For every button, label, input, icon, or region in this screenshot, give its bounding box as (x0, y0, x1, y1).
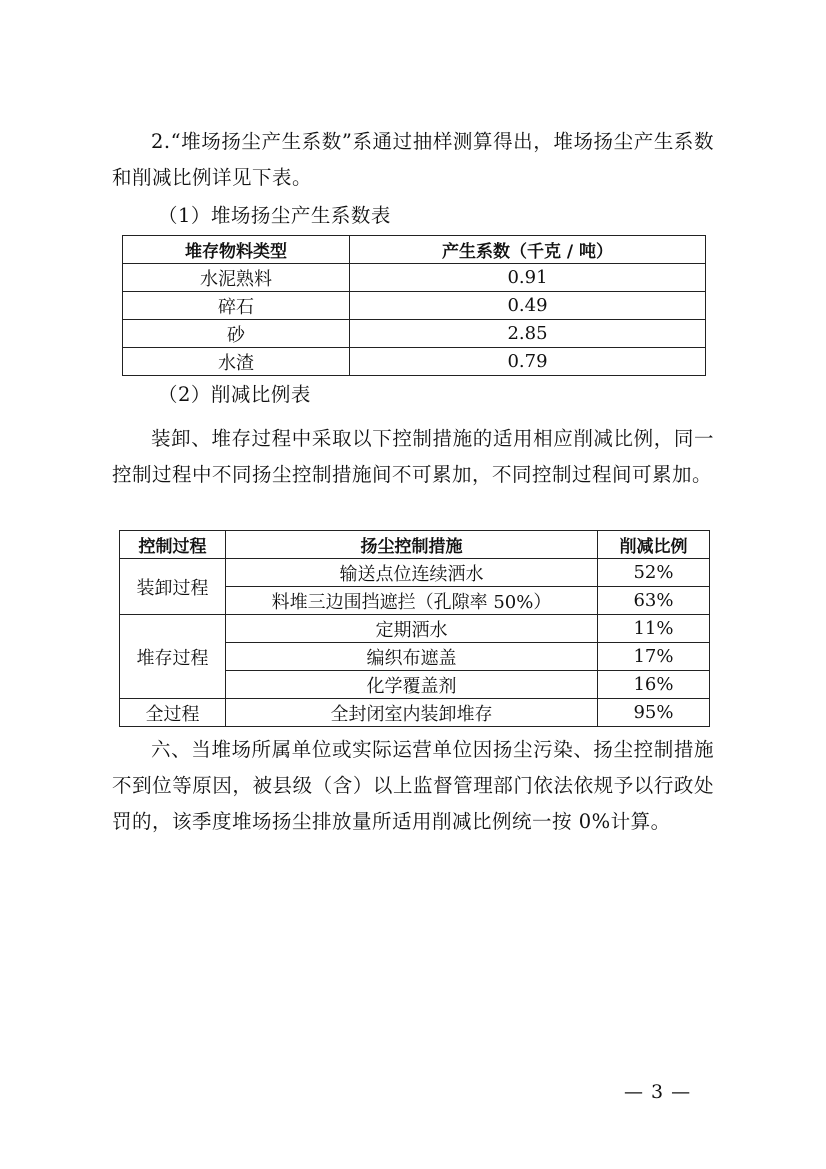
table-row (123, 264, 706, 292)
cell-measure: 定期洒水 (226, 615, 598, 643)
table-row (123, 320, 706, 348)
header-material-type: 堆存物料类型 (123, 236, 350, 264)
header-control-measure: 扬尘控制措施 (226, 531, 598, 559)
table-row (120, 559, 710, 587)
cell-ratio: 16% (598, 671, 710, 699)
cell-process-full: 全过程 (120, 699, 226, 727)
cell-material: 水泥熟料 (123, 264, 350, 292)
cell-measure: 编织布遮盖 (226, 643, 598, 671)
page-number: — 3 — (624, 1081, 692, 1103)
header-coefficient: 产生系数（千克 / 吨） (350, 236, 706, 264)
table-header-row (120, 531, 710, 559)
cell-material: 碎石 (123, 292, 350, 320)
cell-measure: 化学覆盖剂 (226, 671, 598, 699)
cell-coefficient: 0.79 (350, 348, 706, 376)
table-row (123, 292, 706, 320)
paragraph-penalty-clause: 六、当堆场所属单位或实际运营单位因扬尘污染、扬尘控制措施不到位等原因，被县级（含）以上监督管理部门依法依规予以行政处罚的，该季度堆场扬尘排放量所适用削减比例统一按 0%计算。 (112, 738, 714, 833)
cell-coefficient: 0.91 (350, 264, 706, 292)
cell-ratio: 52% (598, 559, 710, 587)
paragraph-coefficient-intro: 2.“堆场扬尘产生系数”系通过抽样测算得出，堆场扬尘产生系数和削减比例详见下表。 (112, 130, 714, 189)
cell-process-loading: 装卸过程 (120, 559, 226, 615)
header-reduction-ratio: 削减比例 (598, 531, 710, 559)
cell-material: 水渣 (123, 348, 350, 376)
table-row (120, 699, 710, 727)
cell-material: 砂 (123, 320, 350, 348)
header-control-process: 控制过程 (120, 531, 226, 559)
cell-ratio: 17% (598, 643, 710, 671)
cell-measure: 料堆三边围挡遮拦（孔隙率 50%） (226, 587, 598, 615)
cell-coefficient: 2.85 (350, 320, 706, 348)
table-row (123, 348, 706, 376)
table-row (120, 615, 710, 643)
cell-ratio: 63% (598, 587, 710, 615)
cell-ratio: 11% (598, 615, 710, 643)
table-header-row (123, 236, 706, 264)
cell-process-storage: 堆存过程 (120, 615, 226, 699)
table2-caption: （2）削减比例表 (158, 383, 311, 406)
reduction-table (119, 530, 710, 727)
cell-measure: 输送点位连续洒水 (226, 559, 598, 587)
paragraph-reduction-rules: 装卸、堆存过程中采取以下控制措施的适用相应削减比例，同一控制过程中不同扬尘控制措施间不可累加，不同控制过程间可累加。 (112, 427, 714, 486)
cell-coefficient: 0.49 (350, 292, 706, 320)
cell-ratio: 95% (598, 699, 710, 727)
table1-caption: （1）堆场扬尘产生系数表 (158, 204, 391, 227)
coefficient-table (122, 235, 706, 376)
cell-measure: 全封闭室内装卸堆存 (226, 699, 598, 727)
